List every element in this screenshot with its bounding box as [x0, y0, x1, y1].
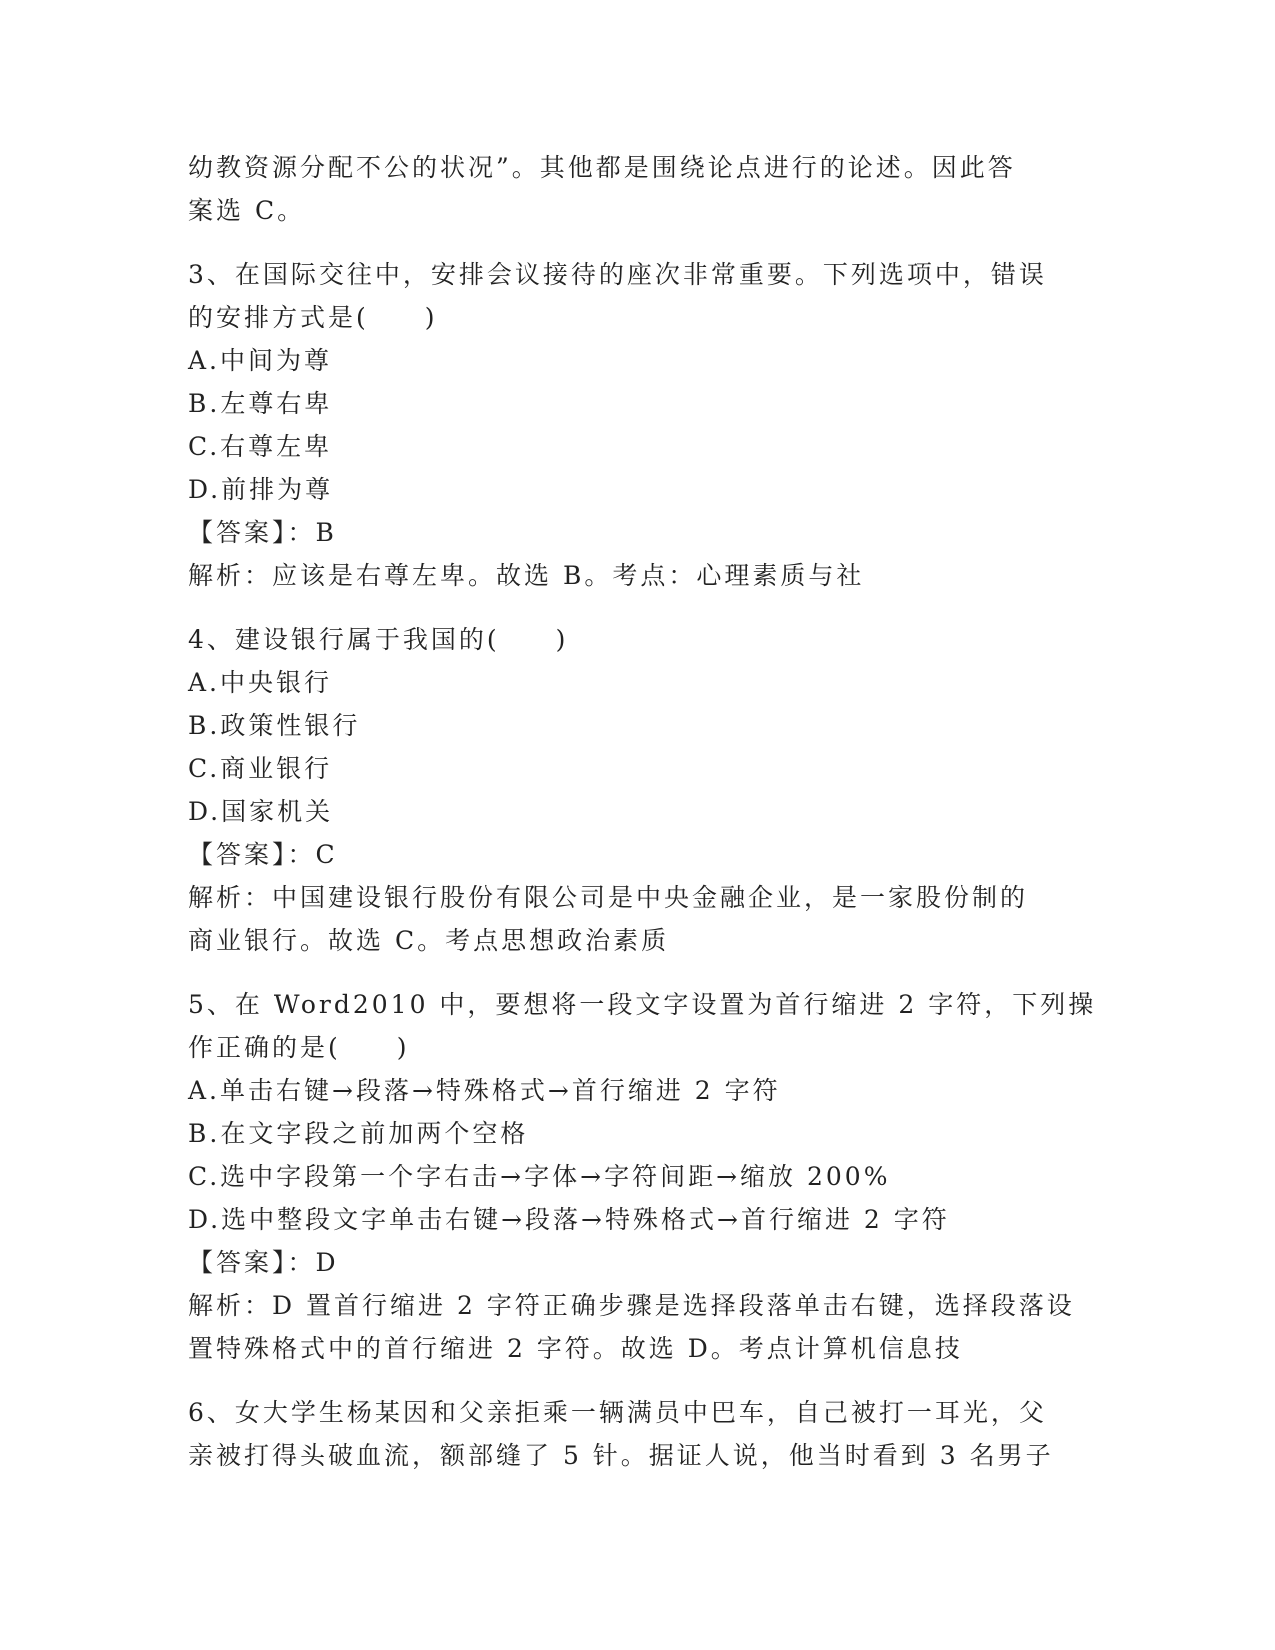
- answer-line: 【答案】：B: [188, 518, 337, 547]
- question-3: [188, 253, 1088, 597]
- question-stem: 3、在国际交往中，安排会议接待的座次非常重要。下列选项中，错误: [188, 260, 1047, 289]
- option-a: A.单击右键→段落→特殊格式→首行缩进 2 字符: [188, 1076, 781, 1105]
- option-a: A.中央银行: [188, 668, 333, 697]
- question-stem: 6、女大学生杨某因和父亲拒乘一辆满员中巴车，自己被打一耳光，父: [188, 1398, 1047, 1427]
- question-stem: 4、建设银行属于我国的( ): [188, 625, 569, 654]
- analysis-line: 解析：中国建设银行股份有限公司是中央金融企业，是一家股份制的: [188, 883, 1029, 912]
- text-line: 幼教资源分配不公的状况”。其他都是围绕论点进行的论述。因此答: [188, 153, 1016, 182]
- option-d: D.国家机关: [188, 797, 334, 826]
- option-c: C.右尊左卑: [188, 432, 333, 461]
- text-line: 案选 C。: [188, 196, 306, 225]
- question-stem: 5、在 Word2010 中，要想将一段文字设置为首行缩进 2 字符，下列操: [188, 990, 1097, 1019]
- option-c: C.选中字段第一个字右击→字体→字符间距→缩放 200%: [188, 1162, 891, 1191]
- option-d: D.选中整段文字单击右键→段落→特殊格式→首行缩进 2 字符: [188, 1205, 950, 1234]
- option-b: B.政策性银行: [188, 711, 361, 740]
- option-c: C.商业银行: [188, 754, 333, 783]
- question-stem: 亲被打得头破血流，额部缝了 5 针。据证人说，他当时看到 3 名男子: [188, 1441, 1054, 1470]
- option-b: B.在文字段之前加两个空格: [188, 1119, 529, 1148]
- analysis-line: 置特殊格式中的首行缩进 2 字符。故选 D。考点计算机信息技: [188, 1334, 963, 1363]
- question-6: [188, 1391, 1088, 1477]
- answer-line: 【答案】：C: [188, 840, 338, 869]
- question-stem: 作正确的是( ): [188, 1033, 410, 1062]
- analysis-line: 解析：D 置首行缩进 2 字符正确步骤是选择段落单击右键，选择段落设: [188, 1291, 1075, 1320]
- option-a: A.中间为尊: [188, 346, 333, 375]
- question-stem: 的安排方式是( ): [188, 303, 438, 332]
- question-4: [188, 618, 1088, 962]
- analysis-line: 商业银行。故选 C。考点思想政治素质: [188, 926, 670, 955]
- document-body: [188, 146, 1097, 1477]
- question-5: [188, 983, 1097, 1370]
- option-b: B.左尊右卑: [188, 389, 333, 418]
- answer-line: 【答案】：D: [188, 1248, 339, 1277]
- analysis-line: 解析：应该是右尊左卑。故选 B。考点：心理素质与社: [188, 561, 865, 590]
- intro-paragraph: [188, 146, 1088, 232]
- option-d: D.前排为尊: [188, 475, 334, 504]
